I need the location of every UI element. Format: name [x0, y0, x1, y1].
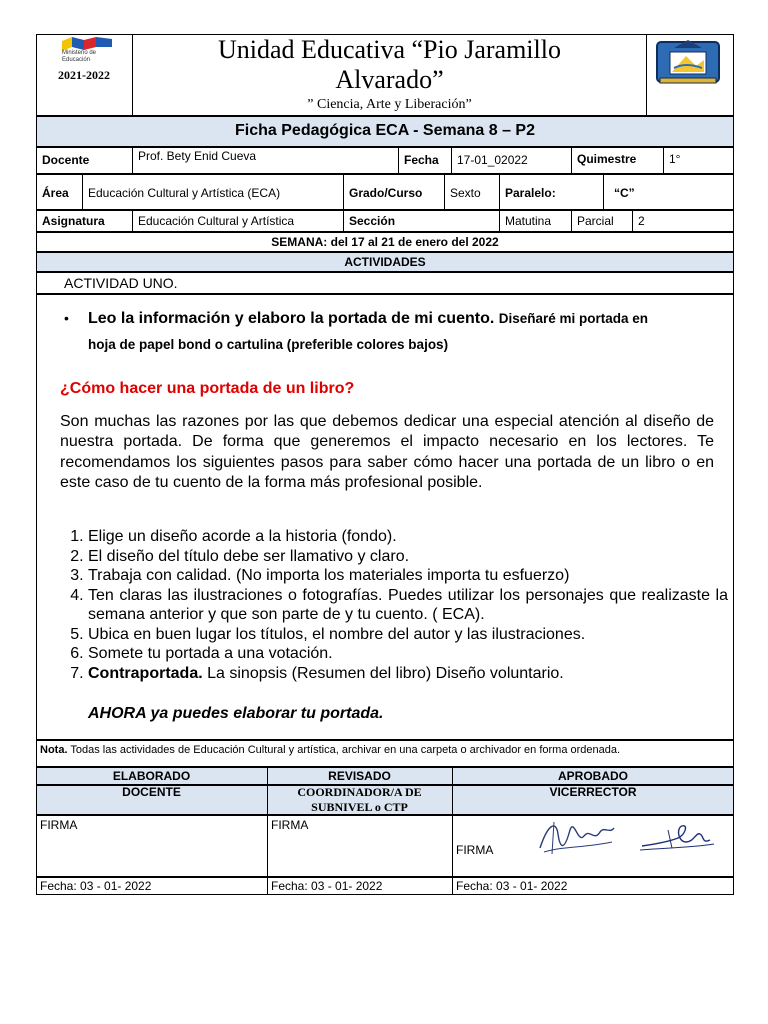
- document-title: Ficha Pedagógica ECA - Semana 8 – P2: [36, 116, 734, 147]
- fecha-revisado: Fecha: 03 - 01- 2022: [271, 879, 383, 893]
- bullet-rest-text: Diseñaré mi portada en: [498, 311, 649, 326]
- list-item: 6. Somete tu portada a una votación.: [88, 644, 728, 664]
- grado-label: Grado/Curso: [349, 186, 423, 200]
- divider: [499, 210, 500, 232]
- divider: [82, 174, 83, 210]
- divider: [132, 147, 133, 174]
- revisado-header: REVISADO: [328, 769, 391, 783]
- aprobado-header: APROBADO: [557, 769, 628, 783]
- closing-line: AHORA ya puedes elaborar tu portada.: [88, 705, 384, 722]
- area-label: Área: [42, 186, 69, 200]
- firma-row: [36, 815, 734, 877]
- docente-label: Docente: [42, 153, 90, 167]
- paralelo-label: Paralelo:: [505, 186, 556, 200]
- school-year: 2021-2022: [58, 68, 110, 82]
- bullet-dot: •: [64, 310, 69, 326]
- divider: [571, 210, 572, 232]
- coordinador-role-line1: COORDINADOR/A DE: [297, 785, 422, 799]
- docente-role: DOCENTE: [122, 785, 181, 799]
- quimestre-label: Quimestre: [577, 152, 637, 166]
- vicerrector-role: VICERRECTOR: [549, 785, 637, 799]
- seccion-label: Sección: [349, 214, 396, 228]
- asignatura-value: Educación Cultural y Artística: [138, 214, 295, 228]
- signatures-divider-1: [267, 767, 268, 895]
- school-crest-logo: [656, 38, 720, 86]
- divider: [499, 174, 500, 210]
- steps-list-container: [60, 527, 728, 683]
- docente-value: Prof. Bety Enid Cueva: [138, 149, 257, 163]
- list-item: 1. Elige un diseño acorde a la historia (fondo).: [88, 527, 728, 547]
- list-item: 4. Ten claras las ilustraciones o fotografías. Puedes utilizar los personajes que realizaste la semana anterior y que son parte de y tu cuento. ( ECA).: [88, 586, 728, 625]
- school-motto: ” Ciencia, Arte y Liberación”: [307, 97, 472, 112]
- signature-vicerrector-1: [534, 814, 620, 858]
- intro-paragraph: Son muchas las razones por las que debemos dedicar una especial atención al diseño de nuestra portada. De forma que generemos el impacto necesario en los lectores. Te recomendamos los siguientes pasos para saber cómo hacer una portada de un libro o en este caso de tu cuento de la forma más profesional posible.: [60, 413, 714, 492]
- actividades-header: ACTIVIDADES: [36, 252, 734, 272]
- bullet-bold-text: Leo la información y elaboro la portada de mi cuento.: [88, 310, 495, 327]
- fecha-value: 17-01_02022: [457, 153, 528, 167]
- list-item: 3. Trabaja con calidad. (No importa los materiales importa tu esfuerzo): [88, 566, 728, 586]
- ministry-logo-text: Ministerio de Educación: [62, 50, 97, 63]
- fecha-elaborado: Fecha: 03 - 01- 2022: [40, 879, 152, 893]
- bullet-line-2: hoja de papel bond o cartulina (preferible colores bajos): [88, 337, 449, 352]
- firma-label-2: FIRMA: [271, 818, 309, 832]
- steps-list: [60, 527, 728, 683]
- asignatura-label: Asignatura: [42, 214, 105, 228]
- grado-value: Sexto: [450, 186, 481, 200]
- header-right-divider: [646, 34, 647, 116]
- seccion-value: Matutina: [505, 214, 552, 228]
- divider: [451, 147, 452, 174]
- activity-title: ACTIVIDAD UNO.: [64, 275, 178, 291]
- school-name-line2: Alvarado”: [335, 65, 444, 94]
- divider: [663, 147, 664, 174]
- fecha-label: Fecha: [404, 153, 439, 167]
- note-text: [40, 744, 730, 756]
- quimestre-value: 1°: [669, 152, 681, 166]
- divider: [603, 174, 604, 210]
- elaborado-header: ELABORADO: [112, 769, 191, 783]
- coordinador-role-line2: SUBNIVEL o CTP: [311, 800, 408, 814]
- note-body: Todas las actividades de Educación Cultural y artística, archivar en una carpeta o archivador en forma ordenada.: [67, 744, 621, 756]
- signature-vicerrector-2: [638, 820, 718, 856]
- area-value: Educación Cultural y Artística (ECA): [88, 186, 281, 200]
- divider: [632, 210, 633, 232]
- divider: [398, 147, 399, 174]
- parcial-label: Parcial: [577, 214, 614, 228]
- divider: [444, 174, 445, 210]
- fecha-aprobado: Fecha: 03 - 01- 2022: [456, 879, 568, 893]
- school-name-line1: Unidad Educativa “Pio Jaramillo: [218, 35, 561, 64]
- bullet-line-1: [88, 310, 728, 328]
- divider: [343, 174, 344, 210]
- firma-label-3: FIRMA: [456, 843, 494, 857]
- question-heading: ¿Cómo hacer una portada de un libro?: [60, 380, 355, 397]
- list-item: 5. Ubica en buen lugar los títulos, el nombre del autor y las ilustraciones.: [88, 625, 728, 645]
- signatures-divider-2: [452, 767, 453, 895]
- semana-row: SEMANA: del 17 al 21 de enero del 2022: [36, 232, 734, 252]
- list-item: 7. Contraportada. La sinopsis (Resumen del libro) Diseño voluntario.: [88, 664, 728, 684]
- divider: [132, 210, 133, 232]
- divider: [571, 147, 572, 174]
- parcial-value: 2: [638, 214, 645, 228]
- note-label: Nota.: [40, 744, 68, 756]
- list-item: 2. El diseño del título debe ser llamativo y claro.: [88, 547, 728, 567]
- paralelo-value: “C”: [614, 186, 635, 200]
- divider: [343, 210, 344, 232]
- firma-label-1: FIRMA: [40, 818, 78, 832]
